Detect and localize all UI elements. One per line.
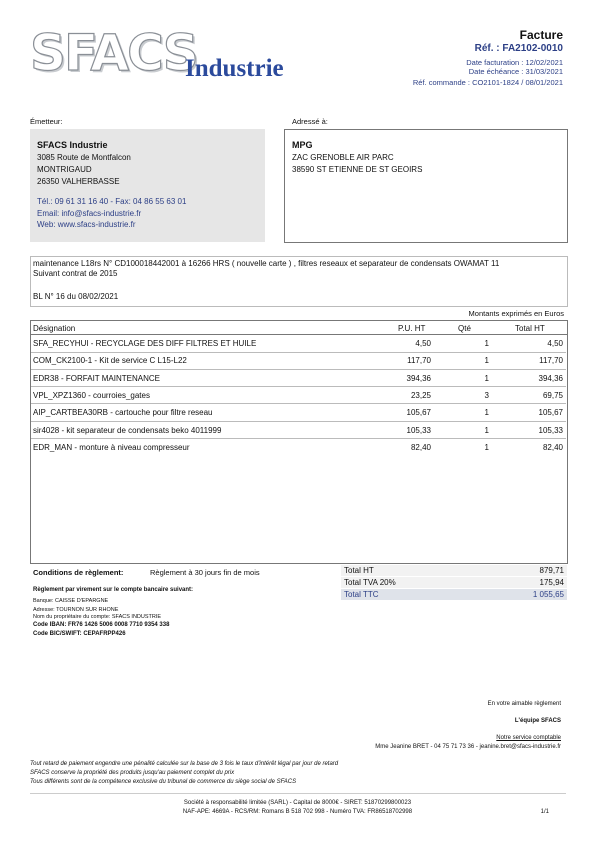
total-ht-value: 879,71: [539, 566, 564, 575]
emitter-website[interactable]: Web: www.sfacs-industrie.fr: [37, 220, 136, 229]
emitter-address-1: 3085 Route de Montfalcon: [37, 153, 131, 162]
total-ht-label: Total HT: [344, 566, 374, 575]
total-tva-value: 175,94: [539, 578, 564, 587]
row-unit-price: 394,36: [406, 373, 431, 383]
document-title: Facture: [519, 28, 563, 42]
column-header-designation: Désignation: [33, 324, 76, 333]
emitter-address-3: 26350 VALHERBASSE: [37, 177, 120, 186]
row-unit-price: 117,70: [407, 356, 431, 366]
row-designation: EDR_MAN - monture à niveau compresseur: [33, 442, 190, 452]
recipient-name: MPG: [292, 140, 313, 150]
company-logo-subtitle: Industrie: [185, 55, 284, 82]
column-header-unit-price: P.U. HT: [398, 324, 426, 333]
invoice-reference: Réf. : FA2102-0010: [474, 43, 563, 54]
row-quantity: 3: [484, 390, 489, 400]
emitter-label: Émetteur:: [30, 117, 63, 126]
row-designation: VPL_XPZ1360 - courroies_gates: [33, 390, 150, 400]
row-total: 117,70: [539, 356, 563, 366]
legal-line-2: SFACS conserve la propriété des produits jusqu'au paiement complet du prix: [30, 770, 235, 776]
row-quantity: 1: [484, 356, 489, 366]
row-designation: COM_CK2100-1 - Kit de service C L15-L22: [33, 356, 187, 366]
bank-name: Banque: CAISSE D'EPARGNE: [33, 598, 109, 604]
recipient-label: Adressé à:: [292, 117, 328, 126]
column-header-quantity: Qté: [458, 324, 471, 333]
row-unit-price: 23,25: [410, 390, 431, 400]
emitter-email[interactable]: Email: info@sfacs-industrie.fr: [37, 209, 142, 218]
total-ttc-value: 1 055,65: [532, 590, 564, 599]
table-header-divider: [30, 334, 567, 335]
payment-conditions-value: Règlement à 30 jours fin de mois: [150, 568, 260, 577]
emitter-phone: Tél.: 09 61 31 16 40 - Fax: 04 86 55 63 01: [37, 197, 187, 206]
row-divider: [31, 352, 566, 353]
row-quantity: 1: [484, 339, 489, 348]
row-quantity: 1: [484, 408, 489, 418]
row-unit-price: 105,67: [406, 408, 431, 418]
emitter-name: SFACS Industrie: [37, 140, 108, 150]
row-total: 69,75: [542, 390, 563, 400]
footer-company-info: Société à responsabilité limitée (SARL) - Capital de 8000€ - SIRET: 51870299800023: [183, 800, 412, 806]
footer-registration: NAF-APE: 4669A - RCS/RM: Romans B 518 702 998 - Numéro TVA: FR86518702998: [182, 809, 413, 815]
row-divider: [31, 369, 566, 370]
row-designation: AIP_CARTBEA30RB - cartouche pour filtre reseau: [33, 408, 213, 418]
row-divider: [31, 403, 566, 404]
row-total: 82,40: [542, 442, 563, 452]
closing-line: En votre aimable règlement: [487, 701, 561, 707]
row-unit-price: 105,33: [406, 425, 431, 435]
recipient-box: [284, 129, 568, 243]
bank-transfer-label: Règlement par virement sur le compte bancaire suivant:: [33, 587, 194, 593]
page-number: 1/1: [540, 809, 549, 815]
row-quantity: 1: [484, 442, 489, 452]
row-quantity: 1: [484, 373, 489, 383]
row-quantity: 1: [484, 425, 489, 435]
row-unit-price: 4,50: [415, 339, 431, 348]
description-line-1: maintenance L18rs N° CD100018442001 à 16266 HRS ( nouvelle carte ) , filtres reseaux et separateur de condensats OWAMAT 11: [33, 259, 500, 268]
bic-swift: Code BIC/SWIFT: CEPAFRPP426: [33, 631, 126, 637]
payment-conditions-label: Conditions de règlement:: [33, 568, 124, 577]
column-header-total: Total HT: [515, 324, 545, 333]
row-total: 105,67: [538, 408, 563, 418]
accounting-service: Notre service comptable: [496, 735, 561, 741]
description-line-2: Suivant contrat de 2015: [33, 269, 118, 278]
company-logo: SFACS: [30, 24, 197, 82]
iban: Code IBAN: FR76 1426 5006 0008 7710 9354 338: [33, 622, 170, 628]
row-designation: SFA_RECYHUI - RECYCLAGE DES DIFF FILTRES ET HUILE: [33, 339, 257, 348]
accounting-contact: Mme Jeanine BRET - 04 75 71 73 36 - jeanine.bret@sfacs-industrie.fr: [375, 744, 561, 750]
legal-line-1: Tout retard de paiement engendre une pénalité calculée sur la base de 3 fois le taux d'intérêt légal par jour de retard: [30, 761, 339, 767]
footer-divider: [30, 793, 566, 794]
emitter-address-2: MONTRIGAUD: [37, 165, 92, 174]
row-total: 4,50: [547, 339, 563, 348]
total-tva-row: [341, 577, 567, 588]
row-unit-price: 82,40: [410, 442, 431, 452]
invoice-description: [30, 256, 568, 307]
legal-line-3: Tous différents sont de la compétence exclusive du tribunal de commerce du siège social de SFACS: [30, 779, 297, 785]
total-ttc-row: [341, 589, 567, 600]
order-reference: Réf. commande : CO2101-1824 / 08/01/2021: [412, 78, 563, 87]
row-total: 394,36: [538, 373, 563, 383]
account-owner: Nom du propriétaire du compte: SFACS INDUSTRIE: [33, 614, 162, 620]
row-divider: [31, 386, 566, 387]
total-tva-label: Total TVA 20%: [344, 578, 396, 587]
row-total: 105,33: [538, 425, 563, 435]
invoice-date: Date facturation : 12/02/2021: [466, 58, 563, 67]
team-signature: L'équipe SFACS: [514, 718, 561, 724]
row-designation: sir4028 - kit separateur de condensats beko 4011999: [33, 425, 222, 435]
emitter-box: [30, 129, 265, 242]
recipient-address-2: 38590 ST ETIENNE DE ST GEOIRS: [292, 165, 423, 174]
total-ttc-label: Total TTC: [344, 590, 379, 599]
bank-address: Adresse: TOURNON SUR RHONE: [33, 607, 119, 613]
row-divider: [31, 421, 566, 422]
delivery-note: BL N° 16 du 08/02/2021: [33, 292, 119, 301]
row-designation: EDR38 - FORFAIT MAINTENANCE: [33, 373, 160, 383]
due-date: Date échéance : 31/03/2021: [468, 67, 563, 76]
recipient-address-1: ZAC GRENOBLE AIR PARC: [292, 153, 394, 162]
row-divider: [31, 438, 566, 439]
currency-note: Montants exprimés en Euros: [468, 309, 564, 318]
total-ht-row: [341, 565, 567, 576]
